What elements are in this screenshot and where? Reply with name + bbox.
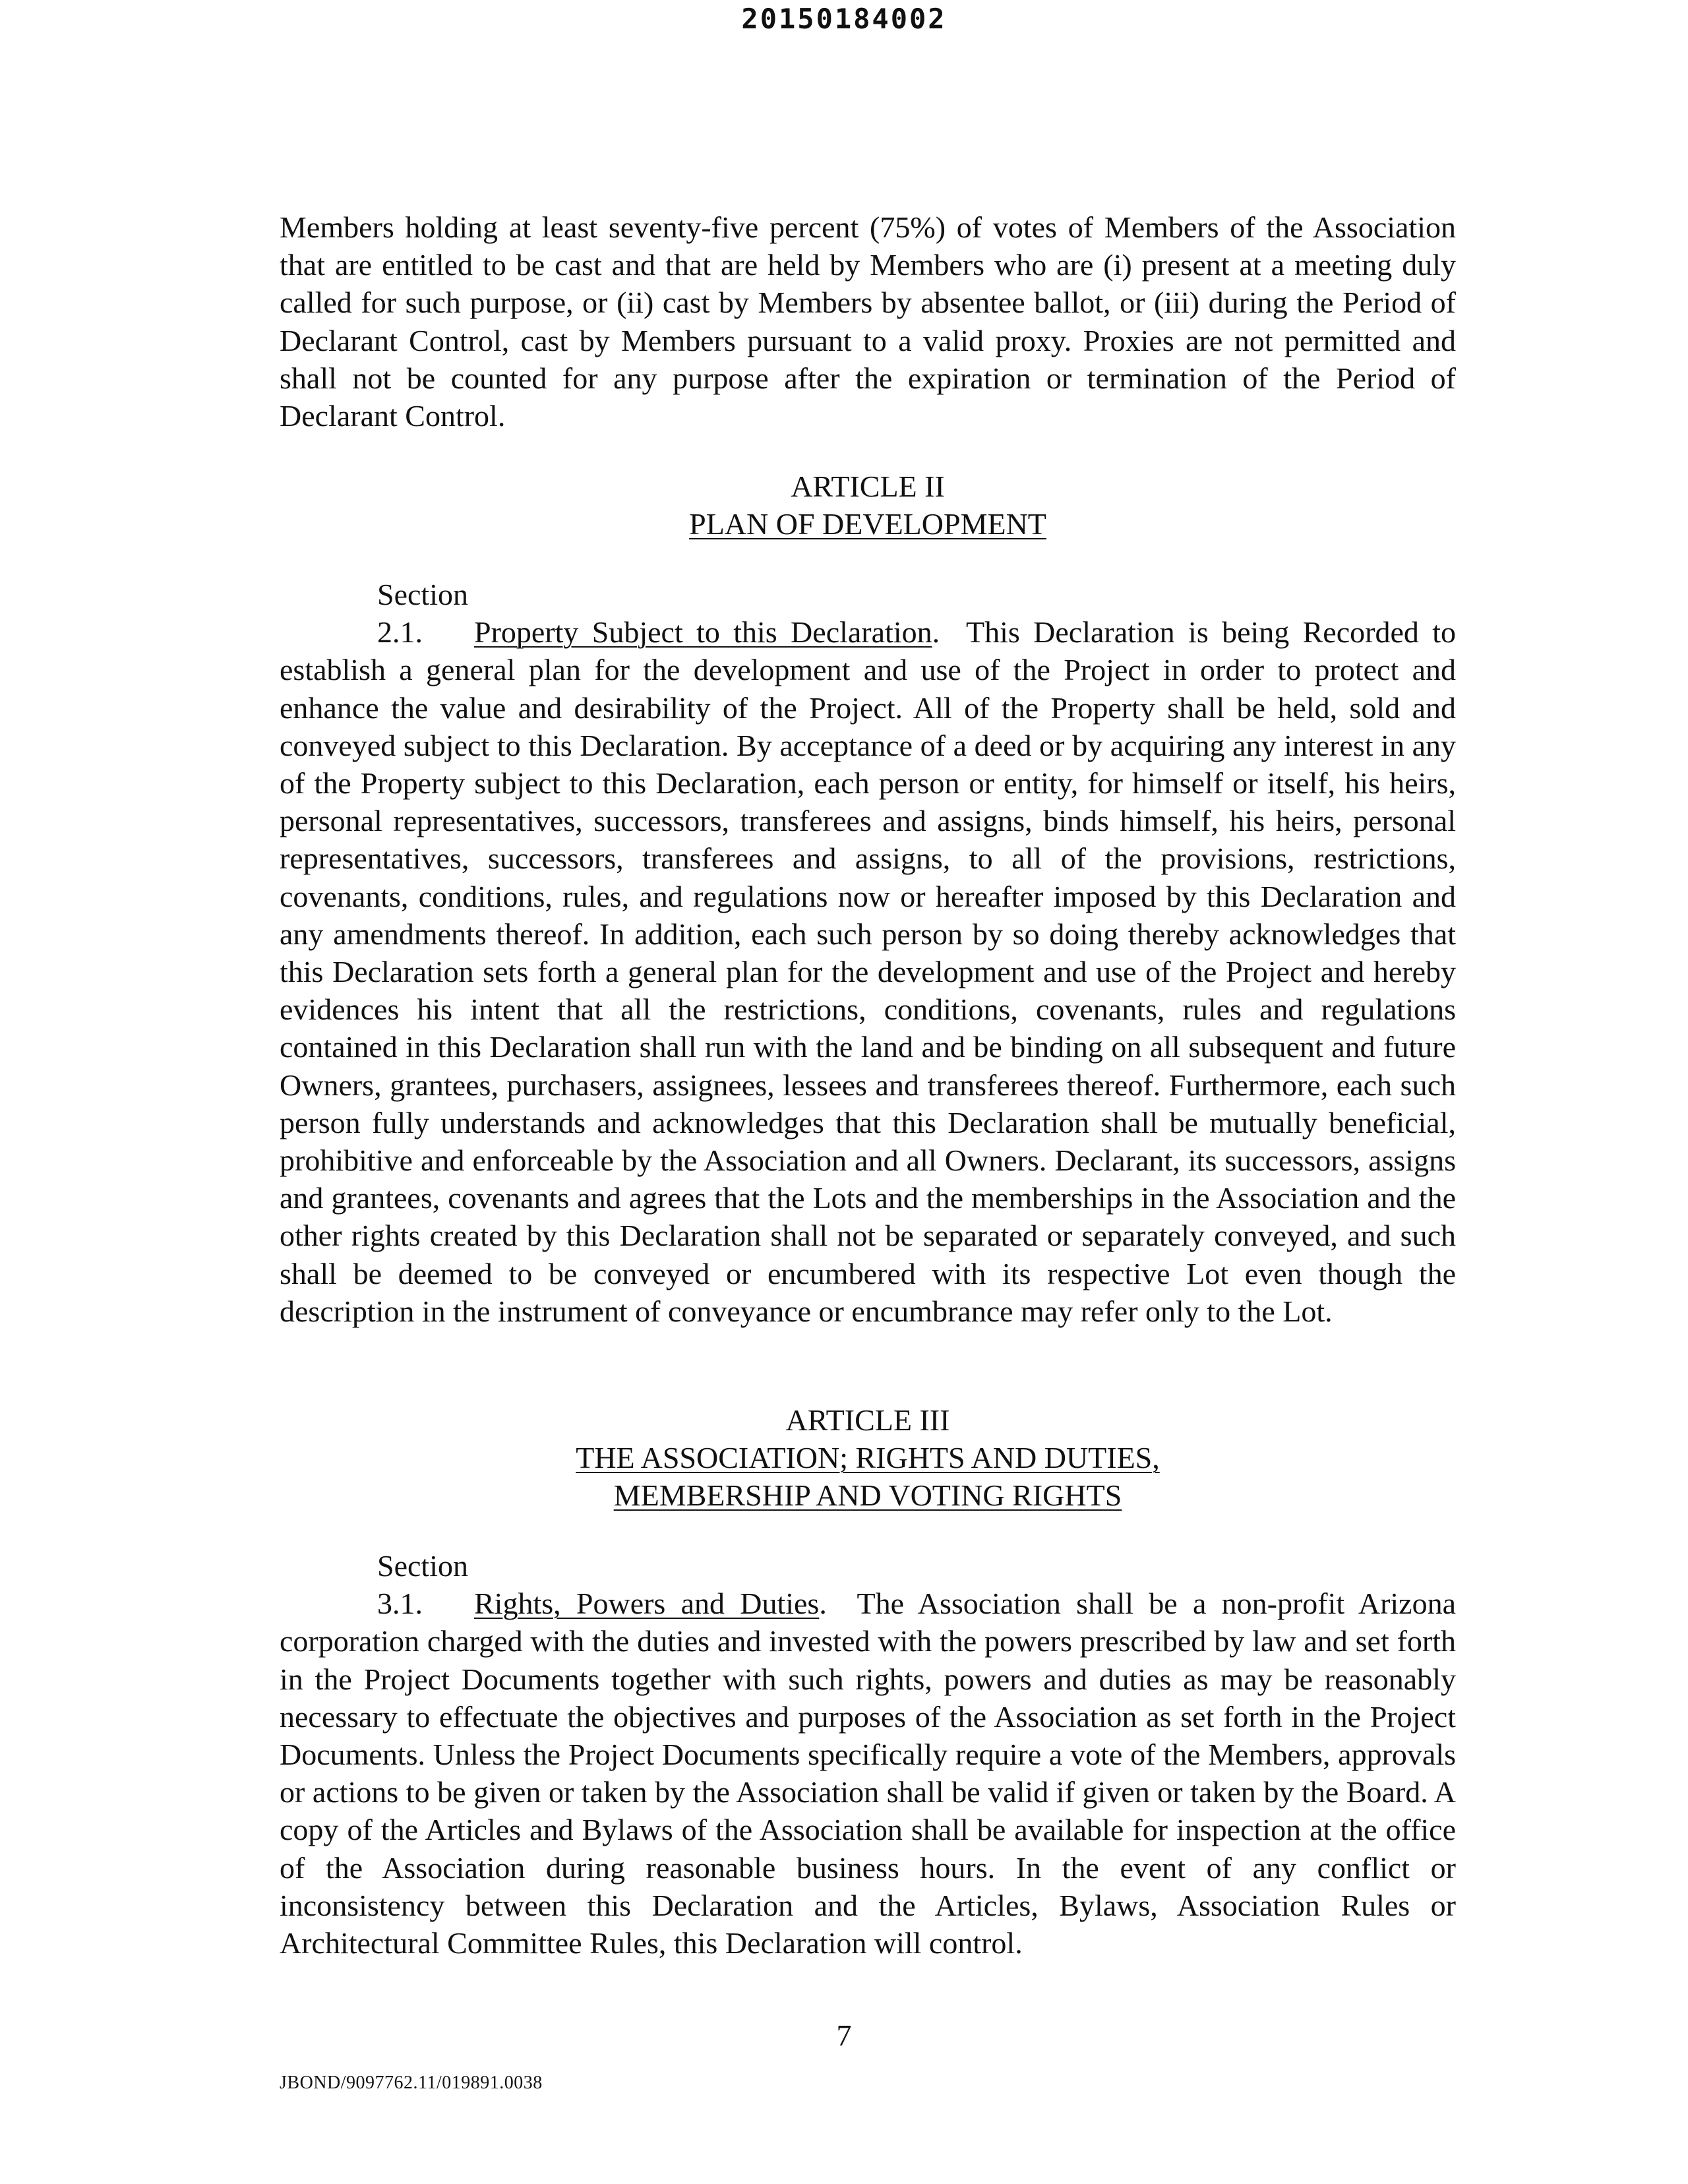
section-2-1-title: Property Subject to this Declaration xyxy=(474,615,932,650)
page-number: 7 xyxy=(836,2018,852,2052)
section-2-1-body: This Declaration is being Recorded to establish a general plan for the development and use of the Project in order to protect and enhance the value and desirability of the Project. All of the Property shall be held, sold and conveyed subject to this Declaration. By acceptance of a deed or by acquiring any interest in any of the Property subject to this Declaration, each person or entity, for himself or itself, his heirs, personal representatives, successors, transferees and assigns, binds himself, his heirs, personal representatives, successors, transferees and assigns, to all of the provisions, restrictions, covenants, conditions, rules, and regulations now or hereafter imposed by this Declaration and any amendments thereof. In addition, each such person by so doing thereby acknowledges that this Declaration sets forth a general plan for the development and use of the Project and hereby evidences his intent that all the restrictions, conditions, covenants, rules and regulations contained in this Declaration shall run with the land and be binding on all subsequent and future Owners, grantees, purchasers, assignees, lessees and transferees thereof. Furthermore, each such person fully understands and acknowledges that this Declaration shall be mutually beneficial, prohibitive and enforceable by the Association and all Owners. Declarant, its successors, assigns and grantees, covenants and agrees that the Lots and the memberships in the Association and the other rights created by this Declaration shall not be separated or separately conveyed, and such shall be deemed to be conveyed or encumbered with its respective Lot even though the description in the instrument of conveyance or encumbrance may refer only to the Lot. xyxy=(280,615,1457,1328)
section-2-1-number: Section 2.1. xyxy=(377,578,468,650)
article-2-heading xyxy=(280,468,1456,543)
article-3-number: ARTICLE III xyxy=(785,1403,950,1437)
article-3-title-line1: THE ASSOCIATION; RIGHTS AND DUTIES, xyxy=(576,1441,1160,1475)
section-2-1-paragraph: Section 2.1. Property Subject to this Declaration. This Declaration is being Recorded to establish a general plan for the development and use of the Project in order to protect and enhance the value and desirability of the Project. All of the Property shall be held, sold and conveyed subject to this Declaration. By acceptance of a deed or by acquiring any interest in any of the Property subject to this Declaration, each person or entity, for himself or itself, his heirs, personal representatives, successors, transferees and assigns, binds himself, his heirs, personal representatives, successors, transferees and assigns, to all of the provisions, restrictions, covenants, conditions, rules, and regulations now or hereafter imposed by this Declaration and any amendments thereof. In addition, each such person by so doing thereby acknowledges that this Declaration sets forth a general plan for the development and use of the Project and hereby evidences his intent that all the restrictions, conditions, covenants, rules and regulations contained in this Declaration shall run with the land and be binding on all subsequent and future Owners, grantees, purchasers, assignees, lessees and transferees thereof. Furthermore, each such person fully understands and acknowledges that this Declaration shall be mutually beneficial, prohibitive and enforceable by the Association and all Owners. Declarant, its successors, assigns and grantees, covenants and agrees that the Lots and the memberships in the Association and the other rights created by this Declaration shall not be separated or separately conveyed, and such shall be deemed to be conveyed or encumbered with its respective Lot even though the description in the instrument of conveyance or encumbrance may refer only to the Lot. xyxy=(280,576,1456,1330)
article-2-number: ARTICLE II xyxy=(791,470,945,503)
section-3-1-paragraph: Section 3.1. Rights, Powers and Duties. The Association shall be a non-profit Arizona corporation charged with the duties and invested with the powers prescribed by law and set forth in the Project Documents together with such rights, powers and duties as may be reasonably necessary to effectuate the objectives and purposes of the Association as set forth in the Project Documents. Unless the Project Documents specifically require a vote of the Members, approvals or actions to be given or taken by the Association shall be valid if given or taken by the Board. A copy of the Articles and Bylaws of the Association shall be available for inspection at the office of the Association during reasonable business hours. In the event of any conflict or inconsistency between this Declaration and the Articles, Bylaws, Association Rules or Architectural Committee Rules, this Declaration will control. xyxy=(280,1547,1456,1962)
article-3-heading xyxy=(280,1401,1456,1515)
section-3-1-title: Rights, Powers and Duties xyxy=(474,1587,820,1621)
section-3-1-body: The Association shall be a non-profit Arizona corporation charged with the duties and invested with the powers prescribed by law and set forth in the Project Documents together with such rights, powers and duties as may be reasonably necessary to effectuate the objectives and purposes of the Association as set forth in the Project Documents. Unless the Project Documents specifically require a vote of the Members, approvals or actions to be given or taken by the Association shall be valid if given or taken by the Board. A copy of the Articles and Bylaws of the Association shall be available for inspection at the office of the Association during reasonable business hours. In the event of any conflict or inconsistency between this Declaration and the Articles, Bylaws, Association Rules or Architectural Committee Rules, this Declaration will control. xyxy=(280,1587,1456,1960)
article-3-title-line2: MEMBERSHIP AND VOTING RIGHTS xyxy=(613,1478,1122,1513)
section-3-1-number: Section 3.1. xyxy=(377,1549,468,1621)
document-file-id: JBOND/9097762.11/019891.0038 xyxy=(280,2073,543,2093)
continuation-paragraph: Members holding at least seventy-five percent (75%) of votes of Members of the Association that are entitled to be cast and that are held by Members who are (i) present at a meeting duly called for such purpose, or (ii) cast by Members by absentee ballot, or (iii) during the Period of Declarant Control, cast by Members pursuant to a valid proxy. Proxies are not permitted and shall not be counted for any purpose after the expiration or termination of the Period of Declarant Control. xyxy=(280,210,1456,433)
article-2-title: PLAN OF DEVELOPMENT xyxy=(689,507,1046,541)
recording-number: 20150184002 xyxy=(741,3,947,35)
